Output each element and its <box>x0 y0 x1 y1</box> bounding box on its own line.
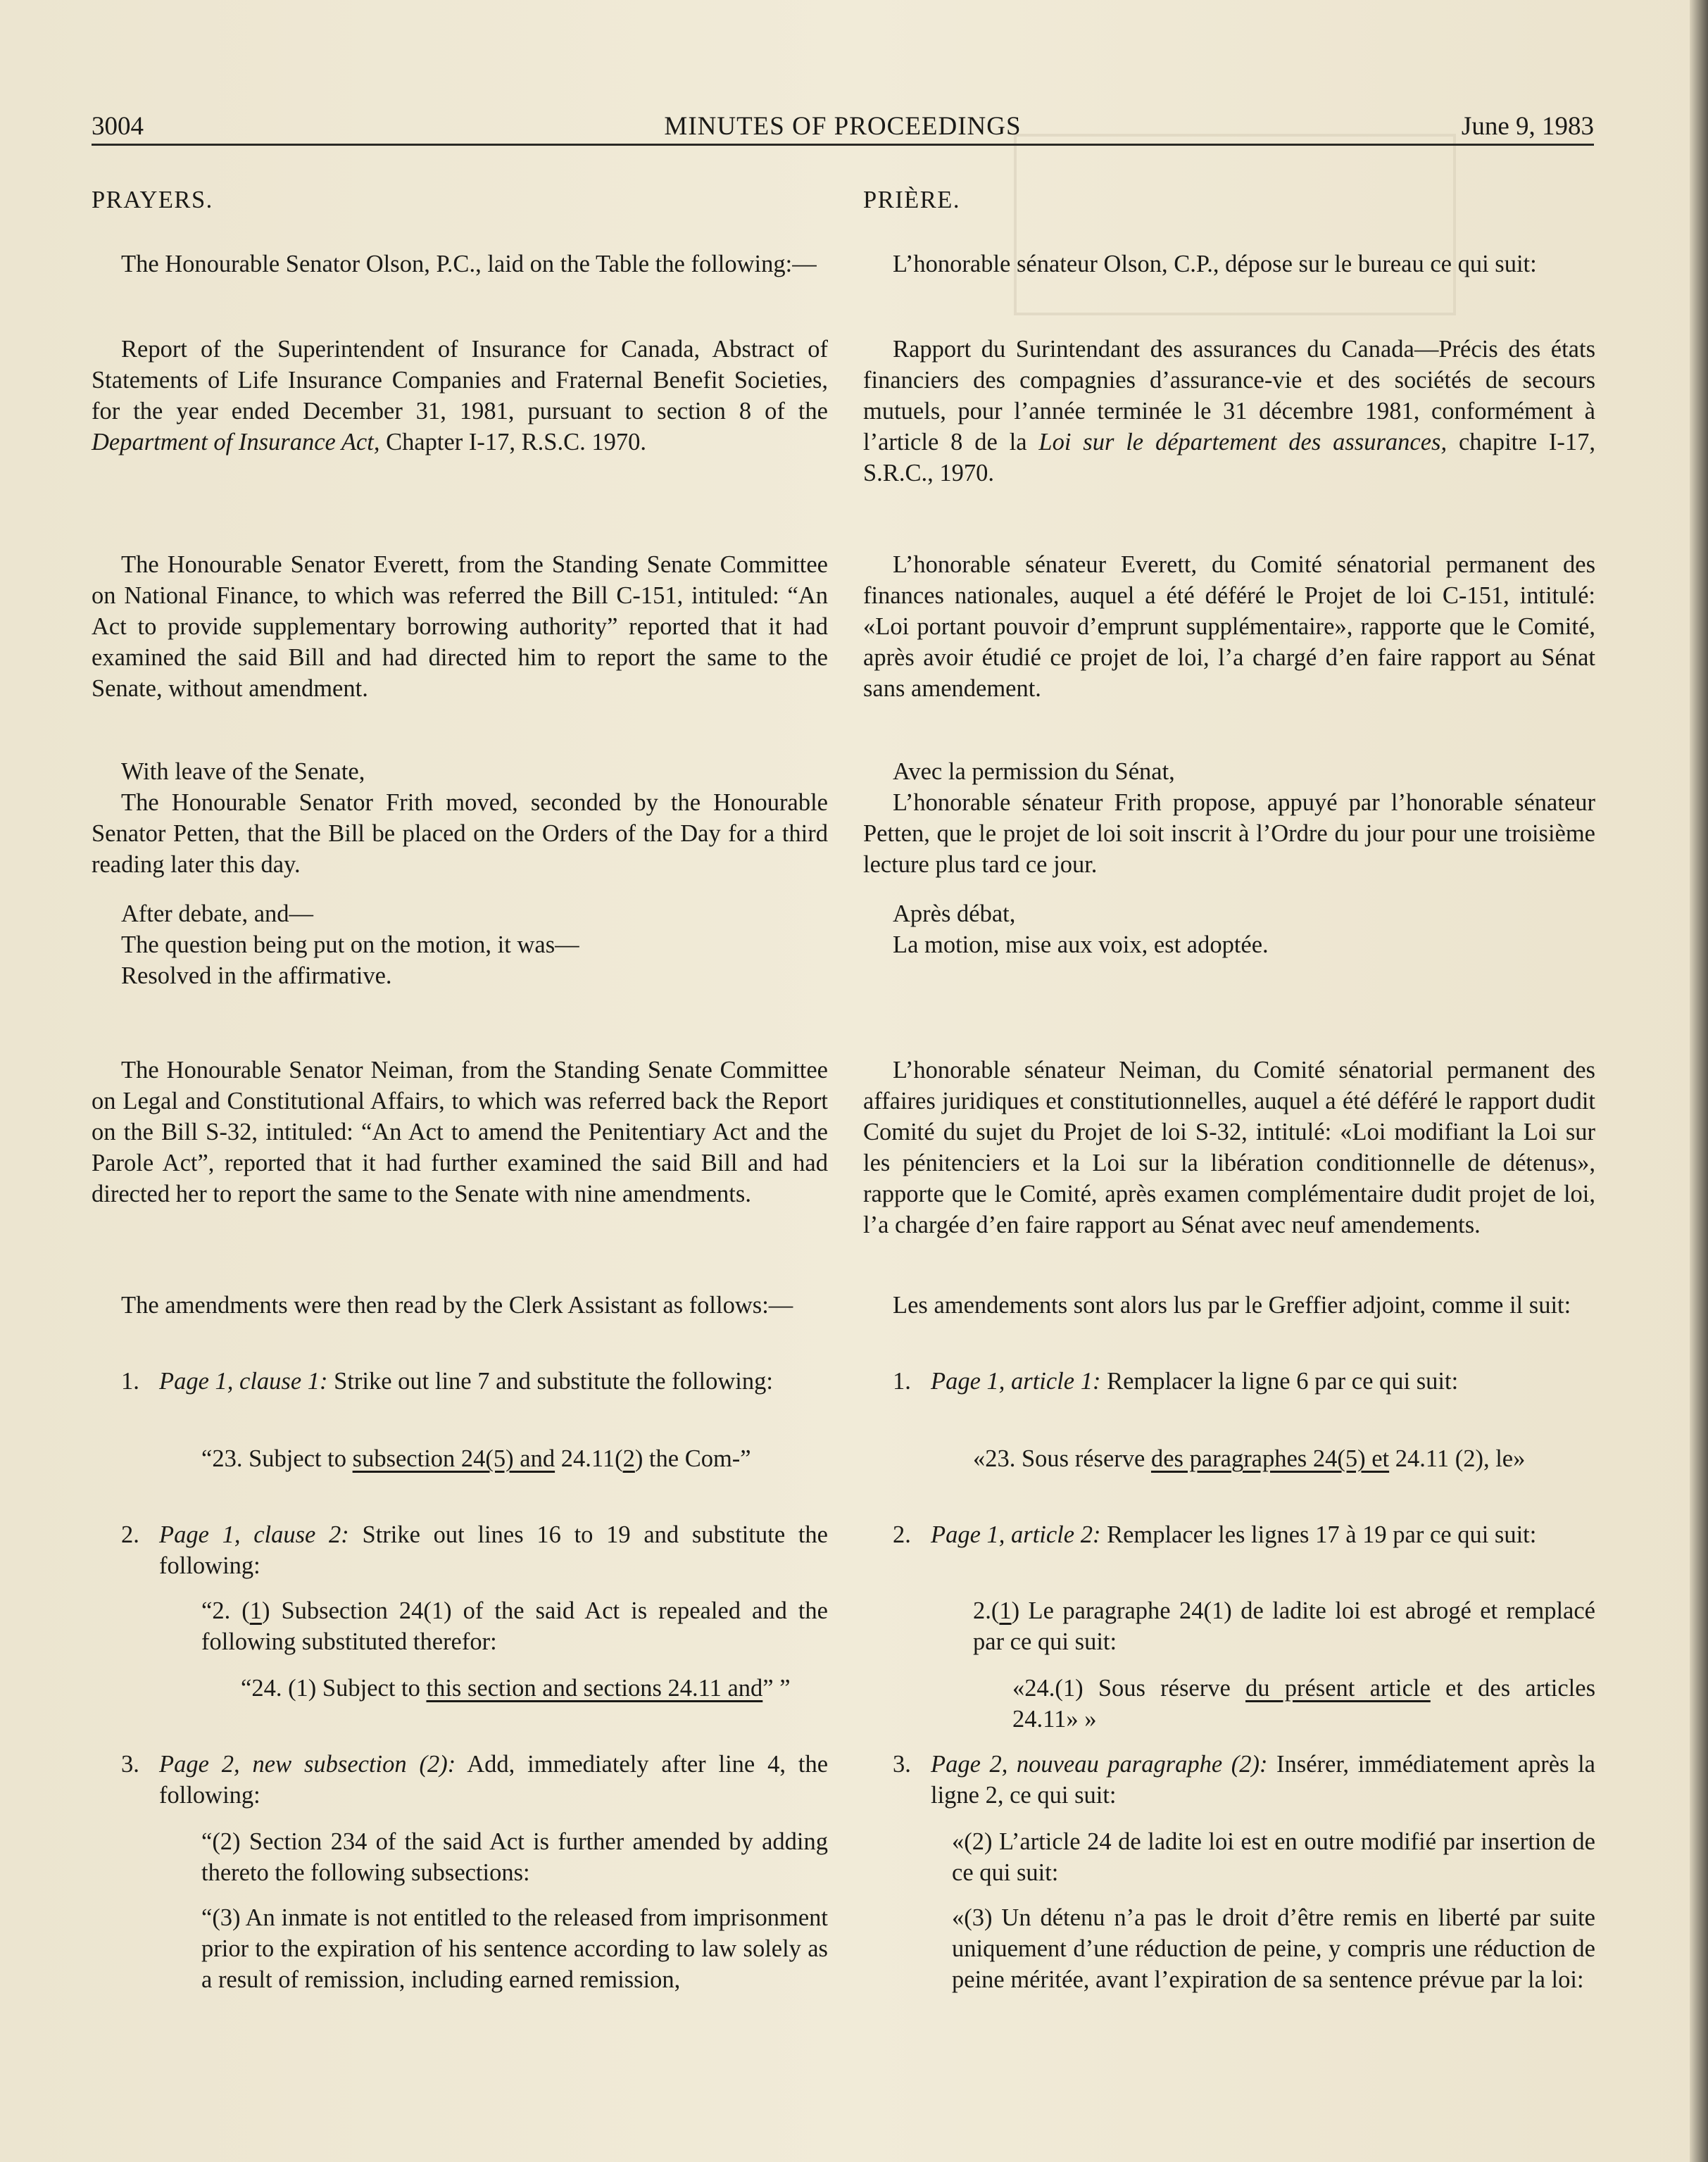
amendment-quote: 2.(1) Le paragraphe 24(1) de ladite loi est abrogé et remplacé par ce qui suit: <box>973 1597 1595 1655</box>
header-rule <box>92 144 1594 146</box>
paragraph: With leave of the Senate, <box>121 758 365 785</box>
paragraph: Report of the Superintendent of Insurance for Canada, Abstract of Statements of Life Insurance Companies and Fraternal Benefit Societies, for the year ended December 31, 1981, pursuant to section 8 of the Department of Insurance Act, Chapter I-17, R.S.C. 1970. <box>92 336 828 455</box>
document-page: 3004 MINUTES OF PROCEEDINGS June 9, 1983 PRAYERS. The Honourable Senator Olson, P.C., laid on the Table the following:— Report of the Superintendent of Insurance for Canada, Abstract of Statements of Life Insurance Companies and Fraternal Benefit Societies, for the year ended December 31, 1981, pursuant to section 8 of the Department of Insurance Act, Chapter I-17, R.S.C. 1970. The Honourable Senator Everett, from the Standing Senate Committee on National Finance, to which was referred the Bill C-151, intituled: “An Act to provide supplementary borrowing authority” reported that it had examined the said Bill and had directed him to report the same to the Senate, without amendment. With leave of the Senate, The Honourable Senator Frith moved, seconded by the Honourable Senator Petten, that the Bill be placed on the Orders of the Day for a third reading later this day. After debate, and— The question being put on the motion, it was— Resolved in the affirmative. The Honourable Senator Neiman, from the Standing Senate Committee on Legal and Constitutional Affairs, to which was referred back the Report on the Bill S-32, intituled: “An Act to amend the Penitentiary Act and the Parole Act”, reported that it had further examined the said Bill and had directed her to report the same to the Senate with nine amendments. The amendments were then read by the Clerk Assistant as follows:— 1. Page 1, clause 1: Strike out line 7 and substitute the following: “23. Subject to subsection 24(5) and 24.11(2) the Com-” 2. Page 1, clause 2: Strike out lines 16 to 19 and substitute the following: “2. (1) Subsection 24(1) of the said Act is repealed and the following substituted therefor: “24. (1) Subject to this section and sections 24.11 and” ” 3. Page 2, new subsection (2): Add, immediately after line 4, the following: “(2) Section 234 of the said Act is further amended by adding thereto the following subsections: “(3) An inmate is not entitled to the released from imprisonment prior to the expiration of his sentence according to law solely as a result of remission, including earned remission, PRIÈRE. L’honorable sénateur Olson, C.P., dépose sur le bureau ce qui suit: Rapport du Surintendant des assurances du Canada—Précis des états financiers des compagnies d’assurance-vie et des sociétés de secours mutuels, pour l’année terminée le 31 décembre 1981, conformément à l’article 8 de la Loi sur le département des assurances, chapitre I-17, S.R.C., 1970. L’honorable sénateur Everett, du Comité sénatorial permanent des finances nationales, auquel a été déféré le Projet de loi C-151, intitulé: «Loi portant pouvoir d’emprunt supplémentaire», rapporte que le Comité, après avoir étudié ce projet de loi, l’a chargé d’en faire rapport au Sénat sans amendement. Avec la permission du Sénat, L’honorable sénateur Frith propose, appuyé par l’honorable sénateur Petten, que le projet de loi soit inscrit à l’Ordre du jour pour une troisième lecture plus tard ce jour. Après débat, La motion, mise aux voix, est adoptée. L’honorable sénateur Neiman, du Comité sénatorial permanent des affaires juridiques et constitutionnelles, auquel a été déféré le rapport dudit Comité du sujet du Projet de loi S-32, intitulé: «Loi modifiant la Loi sur les pénitenciers et la Loi sur la libération conditionnelle de détenus», rapporte que le Comité, après examen complémentaire dudit projet de loi, l’a chargée d’en faire rapport au Sénat avec neuf amendements. Les amendements sont alors lus par le Greffier adjoint, comme il suit: 1. Page 1, article 1: Remplacer la ligne 6 par ce qui suit: «23. Sous réserve des paragraphes 24(5) et 24.11 (2), le» 2. Page 1, article 2: Remplacer les lignes 17 à 19 par ce qui suit: 2.(1) Le paragraphe 24(1) de ladite loi est abrogé et remplacé par ce qui suit: «24.(1) Sous réserve du présent article et des articles 24.11» » 3. Page 2, nouveau paragraphe (2): Insérer, immédiatement après la ligne 2, ce qui suit: «(2) L’article 24 de ladite loi est en outre modifié par insertion de ce qui suit: «(3) Un détenu n’a pas le droit d’être remis en liberté par suite uniquement d’une réduction de peine, y compris une réduction de peine méritée, avant l’expiration de sa sentence prévue par la loi: <box>0 0 1708 2162</box>
amendment-quote: «23. Sous réserve des paragraphes 24(5) et 24.11 (2), le» <box>973 1445 1526 1472</box>
amendment-quote: “23. Subject to subsection 24(5) and 24.11(2) the Com-” <box>201 1445 751 1472</box>
amendment-quote: «(2) L’article 24 de ladite loi est en outre modifié par insertion de ce qui suit: <box>952 1828 1595 1886</box>
heading: PRAYERS. <box>92 187 213 213</box>
paragraph: The question being put on the motion, it was— <box>121 931 579 958</box>
amendment-quote: “2. (1) Subsection 24(1) of the said Act is repealed and the following substituted therefor: <box>201 1597 828 1655</box>
page-number: 3004 <box>92 112 144 141</box>
paragraph: The Honourable Senator Frith moved, seconded by the Honourable Senator Petten, that the Bill be placed on the Orders of the Day for a third reading later this day. <box>92 789 828 878</box>
paragraph: Avec la permission du Sénat, <box>893 758 1175 785</box>
paragraph: The amendments were then read by the Clerk Assistant as follows:— <box>121 1292 793 1319</box>
paragraph: The Honourable Senator Everett, from the Standing Senate Committee on National Finance, to which was referred the Bill C-151, intituled: “An Act to provide supplementary borrowing authority” reported that it had examined the said Bill and had directed him to report the same to the Senate, without amendment. <box>92 551 828 702</box>
paragraph: La motion, mise aux voix, est adoptée. <box>893 931 1269 958</box>
paragraph: Après débat, <box>893 900 1016 927</box>
paragraph: After debate, and— <box>121 900 314 927</box>
paragraph: L’honorable sénateur Frith propose, appuyé par l’honorable sénateur Petten, que le projet de loi soit inscrit à l’Ordre du jour pour une troisième lecture plus tard ce jour. <box>863 789 1595 878</box>
amendment-quote: «24.(1) Sous réserve du présent article et des articles 24.11» » <box>1012 1675 1595 1733</box>
running-title: MINUTES OF PROCEEDINGS <box>664 112 1022 141</box>
paragraph: The Honourable Senator Olson, P.C., laid on the Table the following:— <box>121 251 817 277</box>
show-through-stamp <box>1014 134 1456 315</box>
paragraph: L’honorable sénateur Olson, C.P., dépose sur le bureau ce qui suit: <box>893 251 1537 277</box>
paragraph: L’honorable sénateur Everett, du Comité sénatorial permanent des finances nationales, auquel a été déféré le Projet de loi C-151, intitulé: «Loi portant pouvoir d’emprunt supplémentaire», rapporte que le Comité, après avoir étudié ce projet de loi, l’a chargé d’en faire rapport au Sénat sans amendement. <box>863 551 1595 702</box>
paragraph: Resolved in the affirmative. <box>121 962 392 989</box>
amendment-quote: «(3) Un détenu n’a pas le droit d’être remis en liberté par suite uniquement d’une réduction de peine, y compris une réduction de peine méritée, avant l’expiration de sa sentence prévue par la loi: <box>952 1904 1595 1993</box>
paragraph: Rapport du Surintendant des assurances du Canada—Précis des états financiers des compagnies d’assurance-vie et des sociétés de secours mutuels, pour l’année terminée le 31 décembre 1981, conformément à l’article 8 de la Loi sur le département des assurances, chapitre I-17, S.R.C., 1970. <box>863 336 1596 486</box>
page-header <box>92 106 1594 144</box>
amendment-quote: “(2) Section 234 of the said Act is further amended by adding thereto the following subsections: <box>201 1828 828 1886</box>
amendment-quote: “(3) An inmate is not entitled to the released from imprisonment prior to the expiration of his sentence according to law solely as a result of remission, including earned remission, <box>201 1904 828 1993</box>
amendment-quote: “24. (1) Subject to this section and sections 24.11 and” ” <box>241 1675 791 1702</box>
paragraph: L’honorable sénateur Neiman, du Comité sénatorial permanent des affaires juridiques et constitutionnelles, auquel a été déféré le rapport dudit Comité du sujet du Projet de loi S-32, intitulé: «Loi modifiant la Loi sur les pénitenciers et la Loi sur la libération conditionnelle de détenus», rapporte que le Comité, après examen complémentaire dudit projet de loi, l’a chargée d’en faire rapport au Sénat avec neuf amendements. <box>863 1057 1595 1238</box>
paragraph: Les amendements sont alors lus par le Greffier adjoint, comme il suit: <box>893 1292 1571 1319</box>
page-edge-shadow <box>1690 0 1708 2162</box>
heading: PRIÈRE. <box>863 187 960 213</box>
header-date: June 9, 1983 <box>1461 112 1594 141</box>
paragraph: The Honourable Senator Neiman, from the Standing Senate Committee on Legal and Constitutional Affairs, to which was referred back the Report on the Bill S-32, intituled: “An Act to amend the Penitentiary Act and the Parole Act”, reported that it had further examined the said Bill and had directed her to report the same to the Senate with nine amendments. <box>92 1057 828 1207</box>
